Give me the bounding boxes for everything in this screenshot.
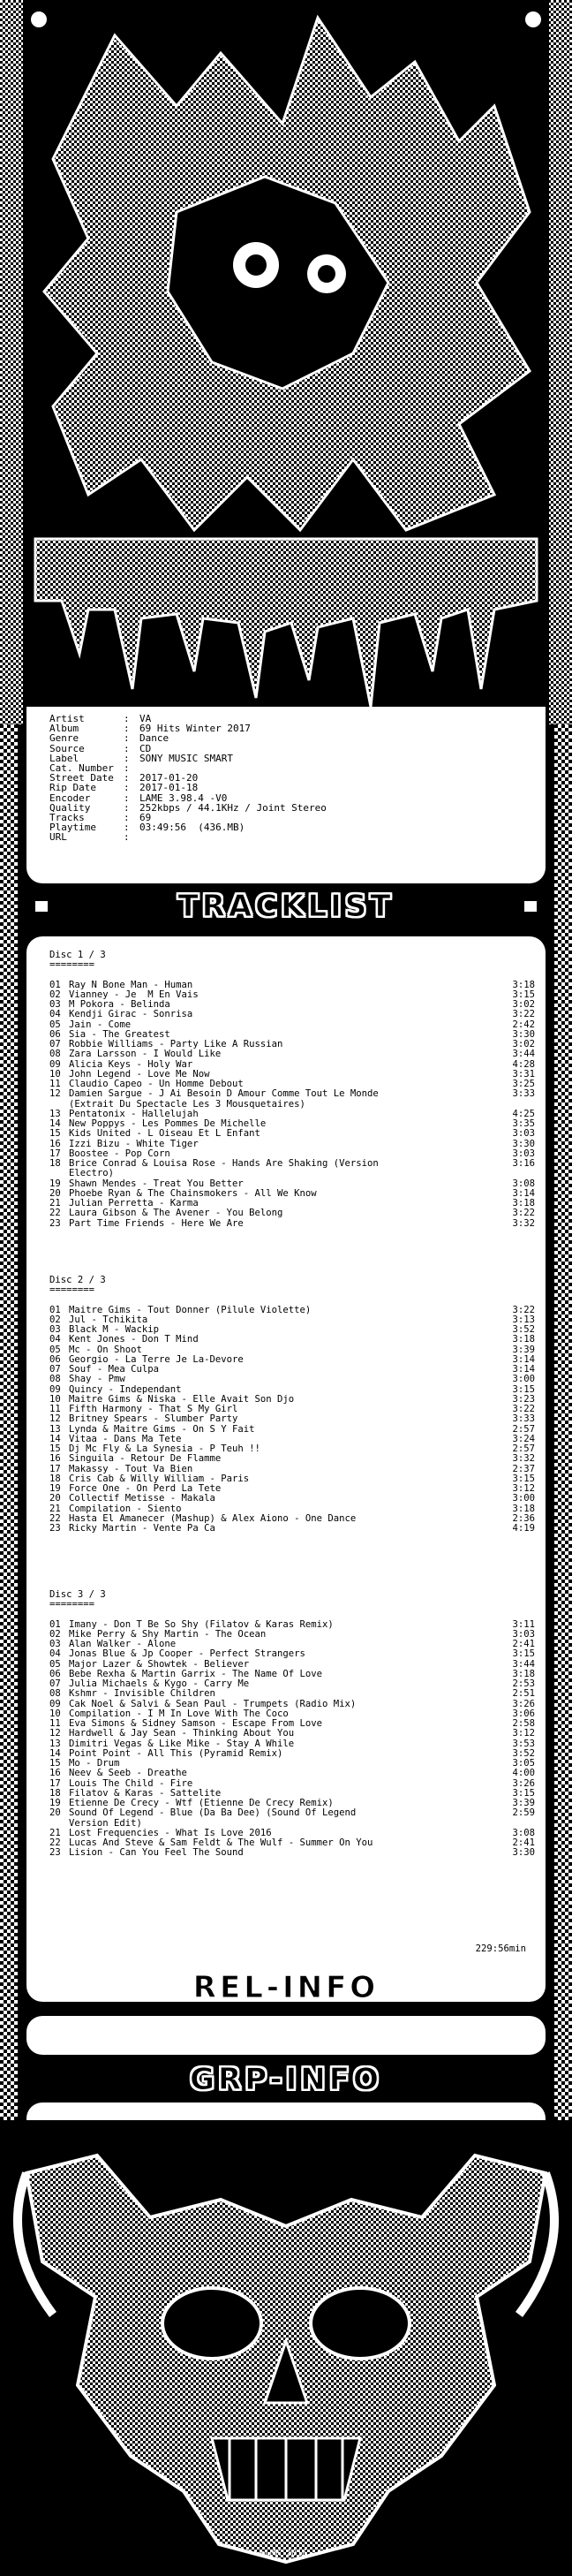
track-title: Izzi Bizu - White Tiger — [69, 1138, 199, 1149]
track-number: 21 — [49, 1827, 61, 1838]
info-value: CD — [139, 742, 152, 754]
track-duration: 3:30 — [512, 1847, 535, 1859]
track-number: 03 — [49, 1639, 61, 1649]
track-number: 14 — [49, 1118, 61, 1129]
track-title: Kids United - L Oiseau Et L Enfant — [69, 1128, 260, 1140]
track-title: Sound Of Legend - Blue (Da Ba Dee) (Sound Of Legend Version Edit) — [69, 1807, 357, 1829]
track-row — [49, 1335, 535, 1345]
track-duration: 4:19 — [512, 1523, 535, 1534]
track-row — [49, 1159, 535, 1179]
track-title: Singuila - Retour De Flamme — [69, 1453, 222, 1465]
track-duration: 3:08 — [512, 1827, 535, 1838]
track-duration: 3:03 — [512, 1128, 535, 1140]
info-key: Label — [49, 752, 79, 764]
track-duration: 3:15 — [512, 1383, 535, 1395]
track-title: Maitre Gims - Tout Donner (Pilule Violette) — [69, 1304, 312, 1315]
track-number: 19 — [49, 1483, 61, 1494]
track-row — [49, 1749, 535, 1759]
total-playtime: 229:56min — [475, 1943, 526, 1954]
track-duration: 3:03 — [512, 1628, 535, 1640]
disc-section — [49, 1276, 535, 1534]
track-title: New Poppys - Les Pommes De Michelle — [69, 1118, 267, 1129]
track-duration: 3:18 — [512, 1503, 535, 1514]
track-title: Dimitri Vegas & Like Mike - Stay A While — [69, 1738, 295, 1749]
info-value: 03:49:56 (436.MB) — [139, 822, 245, 834]
info-key: Quality — [49, 801, 91, 814]
track-title: Julian Perretta - Karma — [69, 1198, 199, 1208]
track-duration: 4:25 — [512, 1108, 535, 1119]
track-duration: 3:06 — [512, 1708, 535, 1719]
track-number: 08 — [49, 1049, 61, 1060]
info-key: Rip Date — [49, 782, 96, 794]
tracklist-banner-text: TRACKLIST — [177, 889, 395, 924]
info-value: VA — [139, 713, 152, 724]
info-separator: : — [124, 713, 130, 724]
track-number: 02 — [49, 1628, 61, 1640]
info-row — [49, 822, 327, 832]
track-duration: 3:44 — [512, 1658, 535, 1670]
info-separator: : — [124, 822, 130, 834]
track-number: 01 — [49, 1618, 61, 1630]
track-duration: 4:28 — [512, 1058, 535, 1070]
track-title: Etienne De Crecy - Wtf (Etienne De Crecy Remix) — [69, 1798, 334, 1808]
track-duration: 3:14 — [512, 1364, 535, 1375]
track-number: 20 — [49, 1807, 61, 1819]
info-value: SONY MUSIC SMART — [139, 752, 233, 764]
track-number: 12 — [49, 1413, 61, 1425]
track-duration: 3:05 — [512, 1758, 535, 1769]
track-duration: 3:15 — [512, 989, 535, 1000]
track-title: Eva Simons & Sidney Samson - Escape From Love — [69, 1718, 323, 1729]
track-row — [49, 1649, 535, 1659]
track-row — [49, 1129, 535, 1139]
track-duration: 3:26 — [512, 1698, 535, 1709]
track-duration: 3:11 — [512, 1618, 535, 1630]
track-duration: 2:41 — [512, 1639, 535, 1649]
track-title: Point Point - All This (Pyramid Remix) — [69, 1747, 283, 1759]
track-number: 01 — [49, 979, 61, 990]
track-number: 16 — [49, 1453, 61, 1465]
track-number: 10 — [49, 1393, 61, 1405]
track-title: Phoebe Ryan & The Chainsmokers - All We Know — [69, 1187, 317, 1199]
track-number: 06 — [49, 1028, 61, 1040]
track-title: Jonas Blue & Jp Cooper - Perfect Strangers — [69, 1648, 305, 1660]
track-duration: 3:35 — [512, 1118, 535, 1129]
track-title: Hasta El Amanecer (Mashup) & Alex Aiono - One Dance — [69, 1512, 357, 1524]
track-title: Makassy - Tout Va Bien — [69, 1463, 193, 1474]
info-row — [49, 832, 327, 842]
info-separator: : — [124, 723, 130, 735]
info-key: Street Date — [49, 772, 114, 784]
track-title: Alan Walker - Alone — [69, 1639, 177, 1649]
track-duration: 2:41 — [512, 1837, 535, 1848]
track-title: Dj Mc Fly & La Synesia - P Teuh !! — [69, 1443, 260, 1454]
track-duration: 3:14 — [512, 1353, 535, 1365]
track-duration: 3:18 — [512, 1334, 535, 1345]
disc-underline: ======== — [49, 959, 95, 971]
track-row — [49, 1219, 535, 1229]
info-row — [49, 724, 327, 733]
track-number: 11 — [49, 1079, 61, 1089]
track-title: Filatov & Karas - Sattelite — [69, 1787, 222, 1799]
track-number: 07 — [49, 1039, 61, 1049]
track-number: 04 — [49, 1009, 61, 1020]
track-number: 09 — [49, 1058, 61, 1070]
track-number: 18 — [49, 1158, 61, 1169]
track-row — [49, 1524, 535, 1534]
track-duration: 3:12 — [512, 1728, 535, 1739]
track-duration: 2:59 — [512, 1807, 535, 1819]
track-duration: 2:58 — [512, 1718, 535, 1729]
track-title: Collectif Metisse - Makala — [69, 1493, 215, 1504]
rel-info-banner-text: REL-INFO — [192, 1970, 380, 2005]
track-title: Jain - Come — [69, 1019, 132, 1030]
track-number: 12 — [49, 1728, 61, 1739]
info-separator: : — [124, 792, 130, 804]
track-duration: 2:37 — [512, 1463, 535, 1474]
rel-info-banner — [53, 1970, 519, 2005]
track-number: 06 — [49, 1353, 61, 1365]
track-title: Cak Noel & Salvi & Sean Paul - Trumpets (Radio Mix) — [69, 1698, 357, 1709]
track-number: 21 — [49, 1198, 61, 1208]
track-title: Pentatonix - Hallelujah — [69, 1108, 199, 1119]
track-title: Cris Cab & Willy William - Paris — [69, 1473, 250, 1484]
track-duration: 3:33 — [512, 1088, 535, 1100]
track-number: 04 — [49, 1334, 61, 1345]
track-number: 14 — [49, 1747, 61, 1759]
track-number: 07 — [49, 1678, 61, 1689]
track-number: 10 — [49, 1068, 61, 1080]
track-title: Ray N Bone Man - Human — [69, 979, 193, 990]
track-number: 13 — [49, 1108, 61, 1119]
track-number: 05 — [49, 1019, 61, 1030]
tracklist-banner — [53, 889, 519, 924]
track-number: 19 — [49, 1798, 61, 1808]
track-title: Sia - The Greatest — [69, 1028, 170, 1040]
track-title: M Pokora - Belinda — [69, 999, 170, 1010]
track-title: Brice Conrad & Louisa Rose - Hands Are Shaking (Version Electro) — [69, 1158, 379, 1179]
track-number: 19 — [49, 1178, 61, 1189]
track-row — [49, 1414, 535, 1424]
info-value: LAME 3.98.4 -V0 — [139, 792, 228, 804]
banner-bar-right — [524, 901, 537, 912]
info-separator: : — [124, 772, 130, 784]
track-duration: 3:22 — [512, 1304, 535, 1315]
track-duration: 3:33 — [512, 1413, 535, 1425]
track-number: 05 — [49, 1658, 61, 1670]
info-key: Source — [49, 742, 85, 754]
track-title: Part Time Friends - Here We Are — [69, 1217, 244, 1229]
info-value: Dance — [139, 732, 169, 745]
track-row — [49, 1848, 535, 1858]
info-separator: : — [124, 812, 130, 824]
track-duration: 3:23 — [512, 1393, 535, 1405]
track-number: 23 — [49, 1523, 61, 1534]
track-number: 03 — [49, 999, 61, 1010]
info-key: Encoder — [49, 792, 91, 804]
track-title: Kshmr - Invisible Children — [69, 1688, 215, 1700]
track-number: 12 — [49, 1088, 61, 1100]
disc-section — [49, 1590, 535, 1859]
track-duration: 3:32 — [512, 1453, 535, 1465]
track-duration: 3:24 — [512, 1433, 535, 1444]
track-duration: 3:44 — [512, 1049, 535, 1060]
track-duration: 3:14 — [512, 1187, 535, 1199]
track-number: 23 — [49, 1217, 61, 1229]
info-separator: : — [124, 762, 130, 775]
info-separator: : — [124, 831, 130, 844]
track-number: 17 — [49, 1777, 61, 1789]
info-key: URL — [49, 831, 67, 844]
track-title: Boostee - Pop Corn — [69, 1148, 170, 1159]
track-duration: 3:12 — [512, 1483, 535, 1494]
track-duration: 2:42 — [512, 1019, 535, 1030]
track-title: Alicia Keys - Holy War — [69, 1058, 193, 1070]
track-number: 09 — [49, 1698, 61, 1709]
track-duration: 3:52 — [512, 1747, 535, 1759]
grp-info-banner-text: GRP-INFO — [190, 2062, 382, 2097]
info-value: 252kbps / 44.1KHz / Joint Stereo — [139, 801, 327, 814]
track-duration: 3:18 — [512, 979, 535, 990]
track-number: 03 — [49, 1324, 61, 1335]
disc-underline: ======== — [49, 1284, 95, 1296]
info-key: Genre — [49, 732, 79, 745]
track-title: Jul - Tchikita — [69, 1314, 148, 1325]
track-title: Vitaa - Dans Ma Tete — [69, 1433, 182, 1444]
track-row — [49, 1808, 535, 1829]
info-value: 2017-01-20 — [139, 772, 199, 784]
track-number: 22 — [49, 1208, 61, 1219]
track-duration: 3:30 — [512, 1138, 535, 1149]
track-title: Mc - On Shoot — [69, 1344, 142, 1355]
disc-title: Disc 3 / 3 — [49, 1589, 106, 1600]
track-number: 22 — [49, 1512, 61, 1524]
info-value: 69 — [139, 812, 152, 824]
track-number: 22 — [49, 1837, 61, 1848]
grp-info-banner — [53, 2062, 519, 2097]
track-duration: 3:02 — [512, 1039, 535, 1049]
rel-info-panel — [26, 2016, 546, 2055]
track-title: Maitre Gims & Niska - Elle Avait Son Djo — [69, 1393, 295, 1405]
release-info — [49, 714, 327, 843]
info-separator: : — [124, 752, 130, 764]
track-title: Vianney - Je M En Vais — [69, 989, 199, 1000]
track-title: Laura Gibson & The Avener - You Belong — [69, 1208, 283, 1219]
track-duration: 3:25 — [512, 1079, 535, 1089]
track-title: Lynda & Maitre Gims - On S Y Fait — [69, 1423, 255, 1435]
info-row — [49, 783, 327, 792]
track-title: Souf - Mea Culpa — [69, 1364, 160, 1375]
track-title: Ricky Martin - Vente Pa Ca — [69, 1523, 215, 1534]
track-number: 11 — [49, 1718, 61, 1729]
disc-title: Disc 1 / 3 — [49, 950, 106, 960]
info-separator: : — [124, 742, 130, 754]
track-duration: 2:36 — [512, 1512, 535, 1524]
track-row — [49, 1729, 535, 1739]
right-border-pattern — [554, 724, 572, 2120]
track-duration: 3:08 — [512, 1178, 535, 1189]
track-title: Lision - Can You Feel The Sound — [69, 1847, 244, 1859]
track-number: 02 — [49, 989, 61, 1000]
track-title: Hardwell & Jay Sean - Thinking About You — [69, 1728, 295, 1739]
track-duration: 2:53 — [512, 1678, 535, 1689]
track-number: 23 — [49, 1847, 61, 1859]
track-number: 16 — [49, 1768, 61, 1779]
track-number: 08 — [49, 1688, 61, 1700]
info-key: Cat. Number — [49, 762, 114, 775]
track-number: 01 — [49, 1304, 61, 1315]
track-duration: 3:03 — [512, 1148, 535, 1159]
track-title: Lucas And Steve & Sam Feldt & The Wulf - Summer On You — [69, 1837, 373, 1848]
track-duration: 3:18 — [512, 1198, 535, 1208]
track-number: 04 — [49, 1648, 61, 1660]
track-title: Shawn Mendes - Treat You Better — [69, 1178, 244, 1189]
track-title: Lost Frequencies - What Is Love 2016 — [69, 1827, 272, 1838]
track-duration: 3:53 — [512, 1738, 535, 1749]
track-duration: 3:52 — [512, 1324, 535, 1335]
track-title: Britney Spears - Slumber Party — [69, 1413, 238, 1425]
track-duration: 3:22 — [512, 1009, 535, 1020]
track-row — [49, 1689, 535, 1699]
skull-art-image — [0, 2120, 572, 2576]
track-number: 18 — [49, 1473, 61, 1484]
info-key: Artist — [49, 713, 85, 724]
track-duration: 3:15 — [512, 1473, 535, 1484]
track-duration: 3:00 — [512, 1374, 535, 1385]
info-separator: : — [124, 782, 130, 794]
track-number: 20 — [49, 1187, 61, 1199]
track-title: Mo - Drum — [69, 1758, 120, 1769]
track-title: Compilation - Siento — [69, 1503, 182, 1514]
info-separator: : — [124, 732, 130, 745]
disc-underline: ======== — [49, 1599, 95, 1610]
info-separator: : — [124, 801, 130, 814]
track-number: 06 — [49, 1668, 61, 1679]
track-duration: 3:13 — [512, 1314, 535, 1325]
track-number: 15 — [49, 1443, 61, 1454]
track-duration: 2:57 — [512, 1443, 535, 1454]
track-number: 13 — [49, 1423, 61, 1435]
header-ascii-art — [0, 0, 572, 724]
disc-section — [49, 951, 535, 1229]
track-number: 11 — [49, 1404, 61, 1414]
track-number: 13 — [49, 1738, 61, 1749]
track-number: 07 — [49, 1364, 61, 1375]
track-number: 08 — [49, 1374, 61, 1385]
track-title: Shay - Pmw — [69, 1374, 125, 1385]
track-number: 17 — [49, 1148, 61, 1159]
track-duration: 3:15 — [512, 1648, 535, 1660]
track-title: Major Lazer & Showtek - Believer — [69, 1658, 250, 1670]
track-title: Force One - On Perd La Tete — [69, 1483, 222, 1494]
track-number: 20 — [49, 1493, 61, 1504]
track-row — [49, 1049, 535, 1059]
track-number: 02 — [49, 1314, 61, 1325]
track-title: Claudio Capeo - Un Homme Debout — [69, 1079, 244, 1089]
track-duration: 4:00 — [512, 1768, 535, 1779]
track-duration: 3:32 — [512, 1217, 535, 1229]
track-title: Black M - Wackip — [69, 1324, 160, 1335]
track-row — [49, 1454, 535, 1464]
banner-bar-left — [35, 901, 48, 912]
track-duration: 3:18 — [512, 1668, 535, 1679]
track-title: Compilation - I M In Love With The Coco — [69, 1708, 289, 1719]
track-duration: 2:57 — [512, 1423, 535, 1435]
dragon-art-image — [0, 0, 572, 724]
footer-ascii-art — [0, 2120, 572, 2576]
disc-title: Disc 2 / 3 — [49, 1275, 106, 1285]
track-title: Georgio - La Terre Je La-Devore — [69, 1353, 244, 1365]
track-number: 14 — [49, 1433, 61, 1444]
info-key: Album — [49, 723, 79, 735]
track-row — [49, 1769, 535, 1778]
track-number: 10 — [49, 1708, 61, 1719]
ascii-artist-credit: <LMK'2016> — [259, 2549, 313, 2558]
track-row — [49, 1494, 535, 1504]
info-value: 69 Hits Winter 2017 — [139, 723, 251, 735]
track-row — [49, 1208, 535, 1218]
info-key: Playtime — [49, 822, 96, 834]
track-title: Bebe Rexha & Martin Garrix - The Name Of Love — [69, 1668, 323, 1679]
track-title: Zara Larsson - I Would Like — [69, 1049, 222, 1060]
track-title: Mike Perry & Shy Martin - The Ocean — [69, 1628, 267, 1640]
info-value: 2017-01-18 — [139, 782, 199, 794]
track-duration: 3:15 — [512, 1787, 535, 1799]
track-duration: 3:22 — [512, 1208, 535, 1219]
track-title: Kendji Girac - Sonrisa — [69, 1009, 193, 1020]
track-number: 17 — [49, 1463, 61, 1474]
track-number: 16 — [49, 1138, 61, 1149]
track-title: Robbie Williams - Party Like A Russian — [69, 1039, 283, 1049]
track-title: John Legend - Love Me Now — [69, 1068, 210, 1080]
track-number: 15 — [49, 1758, 61, 1769]
track-number: 18 — [49, 1787, 61, 1799]
track-title: Kent Jones - Don T Mind — [69, 1334, 199, 1345]
track-duration: 3:31 — [512, 1068, 535, 1080]
track-row — [49, 1089, 535, 1110]
track-title: Damien Sargue - J Ai Besoin D Amour Comme Tout Le Monde (Extrait Du Spectacle Les 3 Mousquetaires) — [69, 1088, 379, 1110]
track-duration: 3:39 — [512, 1798, 535, 1808]
track-number: 21 — [49, 1503, 61, 1514]
track-title: Quincy - Independant — [69, 1383, 182, 1395]
track-row — [49, 1010, 535, 1019]
track-number: 05 — [49, 1344, 61, 1355]
track-duration: 3:22 — [512, 1404, 535, 1414]
track-duration: 3:39 — [512, 1344, 535, 1355]
track-duration: 2:51 — [512, 1688, 535, 1700]
track-duration: 3:30 — [512, 1028, 535, 1040]
track-title: Julia Michaels & Kygo - Carry Me — [69, 1678, 250, 1689]
track-duration: 3:02 — [512, 999, 535, 1010]
track-duration: 3:16 — [512, 1158, 535, 1169]
info-row — [49, 733, 327, 743]
track-title: Fifth Harmony - That S My Girl — [69, 1404, 238, 1414]
track-title: Neev & Seeb - Dreathe — [69, 1768, 187, 1779]
track-row — [49, 1375, 535, 1384]
track-duration: 3:26 — [512, 1777, 535, 1789]
info-row — [49, 803, 327, 813]
track-title: Imany - Don T Be So Shy (Filatov & Karas Remix) — [69, 1618, 334, 1630]
track-duration: 3:00 — [512, 1493, 535, 1504]
track-number: 15 — [49, 1128, 61, 1140]
info-key: Tracks — [49, 812, 85, 824]
left-border-pattern — [0, 724, 18, 2120]
track-title: Louis The Child - Fire — [69, 1777, 193, 1789]
track-number: 09 — [49, 1383, 61, 1395]
